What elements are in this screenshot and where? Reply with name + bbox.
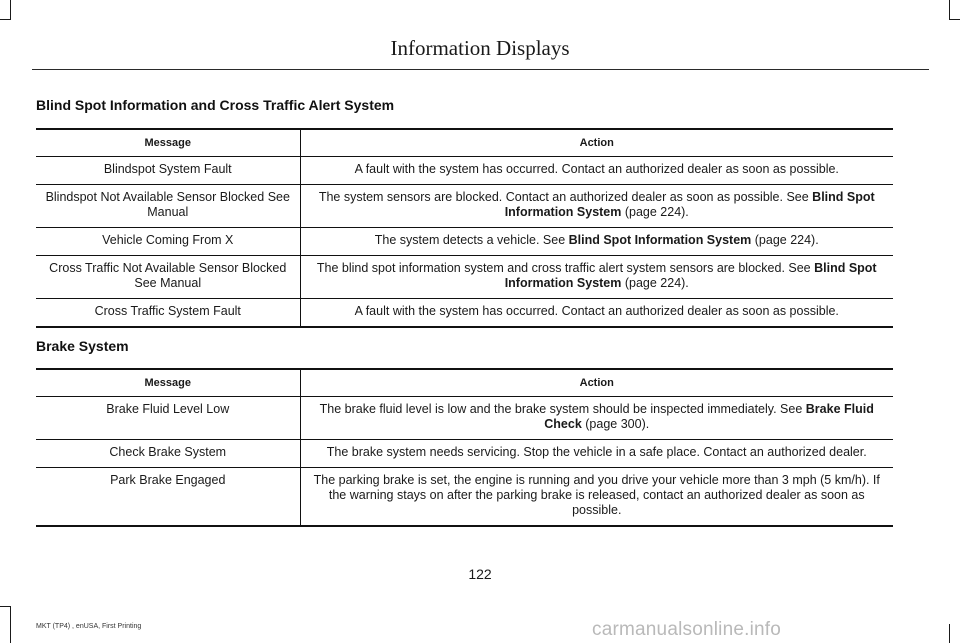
action-text: A fault with the system has occurred. Contact an authorized dealer as soon as possible. [354, 304, 839, 318]
crop-mark [949, 0, 950, 20]
cross-reference-link[interactable]: Brake Fluid Check [544, 402, 874, 431]
message-cell: Park Brake Engaged [36, 468, 300, 527]
table-row [36, 157, 893, 185]
crop-mark [949, 19, 960, 20]
page-reference: (page 224). [751, 233, 819, 247]
table-row [36, 256, 893, 299]
header-divider [32, 69, 929, 70]
table-row [36, 440, 893, 468]
action-cell [300, 157, 893, 185]
action-text: A fault with the system has occurred. Contact an authorized dealer as soon as possible. [354, 162, 839, 176]
table-header-row [36, 369, 893, 397]
page-number: 122 [468, 566, 492, 582]
cross-reference-link[interactable]: Blind Spot Information System [504, 261, 877, 290]
action-cell [300, 228, 893, 256]
message-cell: Brake Fluid Level Low [36, 397, 300, 440]
column-header-message: Message [36, 369, 300, 397]
message-cell: Blindspot System Fault [36, 157, 300, 185]
table-row [36, 299, 893, 328]
action-cell [300, 468, 893, 527]
table-row [36, 228, 893, 256]
message-cell: Check Brake System [36, 440, 300, 468]
action-text: The brake fluid level is low and the brake system should be inspected immediately. See [319, 402, 806, 416]
crop-mark [10, 606, 11, 643]
action-cell [300, 440, 893, 468]
action-cell [300, 299, 893, 328]
action-text: The parking brake is set, the engine is running and you drive your vehicle more than 3 mph (5 km/h). If the warning stays on after the parking brake is released, contact an authorized dealer as soon as possible. [313, 473, 880, 517]
message-cell: Cross Traffic Not Available Sensor Blocked See Manual [36, 256, 300, 299]
action-text: The brake system needs servicing. Stop the vehicle in a safe place. Contact an authorized dealer. [326, 445, 867, 459]
column-header-action: Action [300, 369, 893, 397]
page-reference: (page 224). [621, 276, 689, 290]
crop-mark [949, 624, 950, 643]
blind-spot-message-table [36, 128, 893, 328]
crop-mark [0, 606, 11, 607]
action-text: The system sensors are blocked. Contact an authorized dealer as soon as possible. See [318, 190, 813, 204]
section-heading-blind-spot: Blind Spot Information and Cross Traffic Alert System [36, 97, 395, 113]
message-cell: Vehicle Coming From X [36, 228, 300, 256]
action-cell [300, 256, 893, 299]
column-header-action: Action [300, 129, 893, 157]
column-header-message: Message [36, 129, 300, 157]
table-row [36, 185, 893, 228]
table-row [36, 468, 893, 527]
print-info: MKT (TP4) , enUSA, First Printing [36, 623, 142, 630]
page-reference: (page 224). [621, 205, 689, 219]
page-header-title: Information Displays [390, 36, 570, 60]
section-heading-brake-system: Brake System [36, 338, 129, 354]
message-cell: Blindspot Not Available Sensor Blocked See Manual [36, 185, 300, 228]
message-cell: Cross Traffic System Fault [36, 299, 300, 328]
cross-reference-link[interactable]: Blind Spot Information System [504, 190, 875, 219]
brake-system-message-table [36, 368, 893, 527]
table-row [36, 397, 893, 440]
crop-mark [0, 19, 11, 20]
table-header-row [36, 129, 893, 157]
watermark: carmanualsonline.info [592, 619, 782, 640]
action-cell [300, 185, 893, 228]
page-reference: (page 300). [581, 417, 650, 431]
cross-reference-link[interactable]: Blind Spot Information System [568, 233, 752, 247]
action-cell [300, 397, 893, 440]
action-text: The blind spot information system and cross traffic alert system sensors are blocked. See [316, 261, 815, 275]
crop-mark [10, 0, 11, 20]
action-text: The system detects a vehicle. See [374, 233, 569, 247]
